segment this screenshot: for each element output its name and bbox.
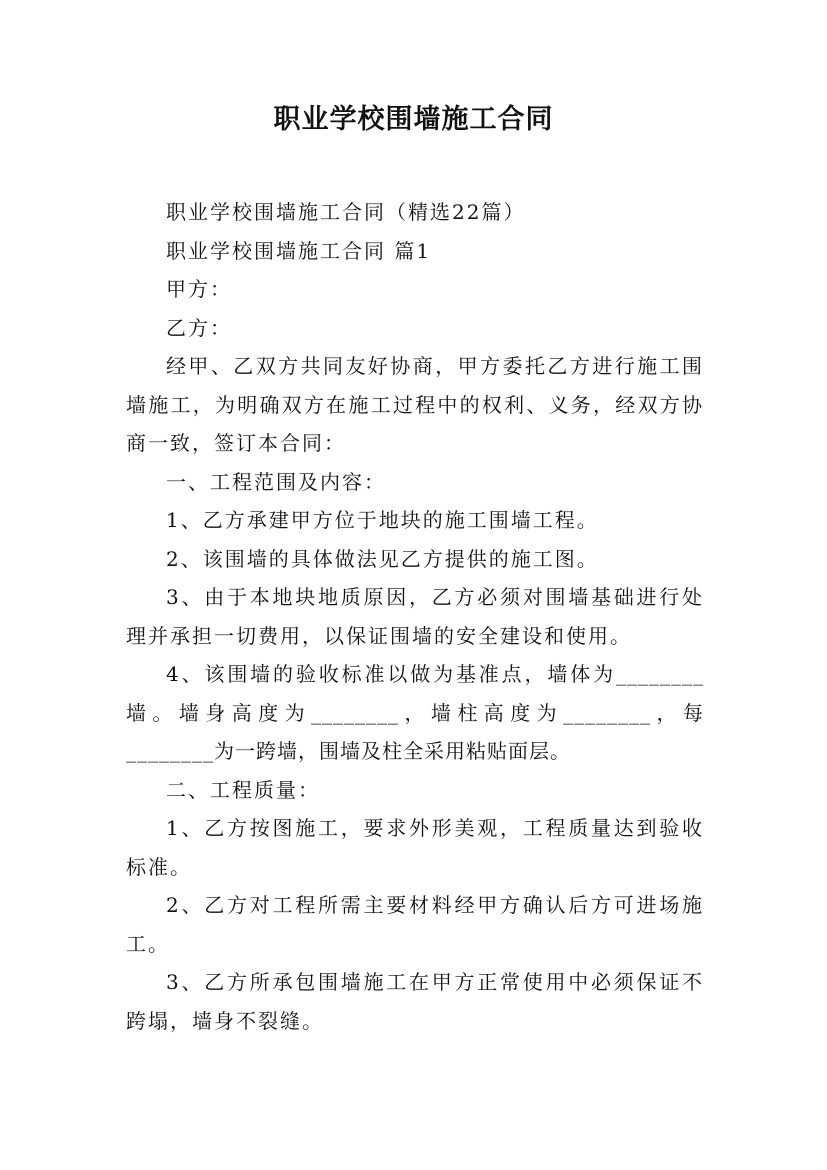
paragraph-party-b: 乙方： bbox=[166, 315, 232, 340]
paragraph-scope-4: 4、该围墙的验收标准以做为基准点，墙体为________墙。墙身高度为________，墙柱高度为________，每________为一跨墙，围墙及柱全采用粘贴面层。 bbox=[126, 662, 704, 763]
paragraph-quality-2: 2、乙方对工程所需主要材料经甲方确认后方可进场施工。 bbox=[126, 893, 704, 956]
document-title: 职业学校围墙施工合同 bbox=[273, 104, 554, 135]
paragraph-scope-2: 2、该围墙的具体做法见乙方提供的施工图。 bbox=[166, 546, 599, 571]
paragraph-scope-3: 3、由于本地块地质原因，乙方必须对围墙基础进行处理并承担一切费用，以保证围墙的安全建设和使用。 bbox=[126, 585, 704, 648]
paragraph-heading-scope: 一、工程范围及内容： bbox=[166, 469, 386, 494]
paragraph-quality-1: 1、乙方按图施工，要求外形美观，工程质量达到验收标准。 bbox=[126, 816, 704, 879]
paragraph-section-heading: 职业学校围墙施工合同 篇1 bbox=[166, 238, 432, 263]
paragraph-scope-1: 1、乙方承建甲方位于地块的施工围墙工程。 bbox=[166, 508, 599, 532]
paragraph-party-a: 甲方： bbox=[166, 277, 232, 301]
document-body bbox=[126, 193, 704, 1040]
paragraph-subtitle: 职业学校围墙施工合同（精选22篇） bbox=[166, 200, 526, 224]
paragraph-heading-quality: 二、工程质量： bbox=[166, 777, 320, 802]
paragraph-preamble: 经甲、乙双方共同友好协商，甲方委托乙方进行施工围墙施工，为明确双方在施工过程中的权利、义务，经双方协商一致，签订本合同： bbox=[126, 354, 704, 455]
paragraph-quality-3: 3、乙方所承包围墙施工在甲方正常使用中必须保证不跨塌，墙身不裂缝。 bbox=[126, 970, 704, 1033]
